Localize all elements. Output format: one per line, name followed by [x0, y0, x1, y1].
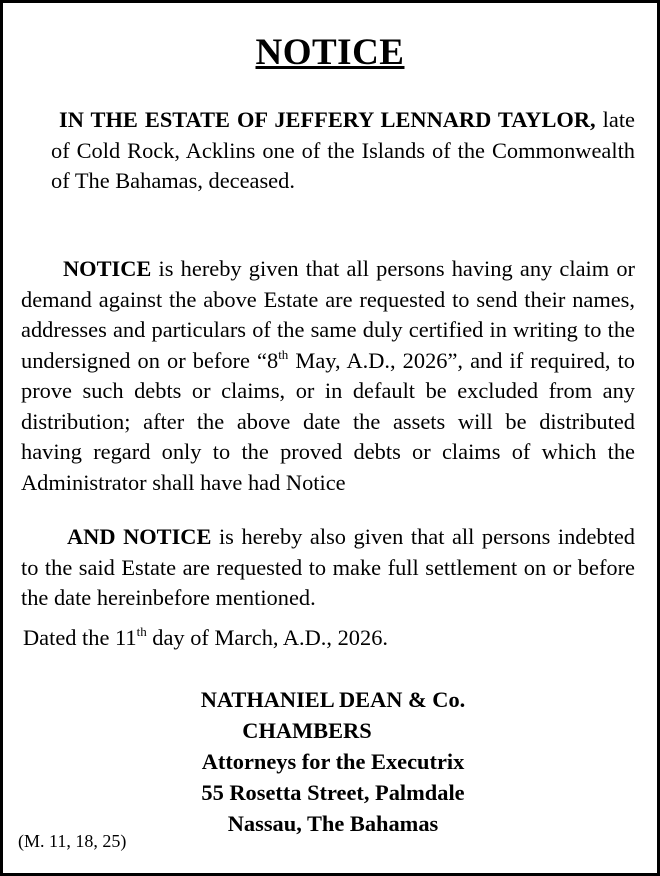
claims-lead: NOTICE	[63, 256, 152, 281]
notice-title: NOTICE	[255, 32, 405, 73]
dated-line	[23, 623, 388, 653]
claims-text-a: is hereby given that all persons having any claim or demand against the above Estate are requested to send their names, addresses and particulars of the same duly certified in writing to the undersigned on or before “8	[21, 256, 635, 373]
firm-city: Nassau, The Bahamas	[227, 811, 439, 836]
firm-chambers: CHAMBERS	[242, 718, 372, 743]
estate-name: IN THE ESTATE OF JEFFERY LENNARD TAYLOR,	[59, 107, 596, 132]
publication-dates: (M. 11, 18, 25)	[18, 831, 127, 851]
debtors-paragraph	[21, 522, 635, 614]
estate-details: late of Cold Rock, Acklins one of the Islands of the Commonwealth of The Bahamas, deceased.	[51, 107, 635, 193]
dated-text-b: day of March, A.D., 2026.	[146, 625, 388, 650]
claims-date-suffix: th	[278, 346, 289, 362]
claims-paragraph	[21, 254, 635, 498]
firm-role: Attorneys for the Executrix	[201, 749, 465, 774]
dated-text-a: Dated the 11	[23, 625, 137, 650]
signature-block	[133, 684, 533, 839]
firm-street: 55 Rosetta Street, Palmdale	[201, 780, 465, 805]
firm-name: NATHANIEL DEAN & Co.	[200, 687, 466, 712]
dated-suffix: th	[136, 624, 147, 639]
estate-paragraph	[51, 105, 635, 197]
debtors-text: is hereby also given that all persons indebted to the said Estate are requested to make full settlement on or before the date hereinbefore mentioned.	[21, 524, 635, 610]
claims-text-b: May, A.D., 2026”, and if required, to prove such debts or claims, or in default be excluded from any distribution; after the above date the assets will be distributed having regard only to the proved debts or claims of which the Administrator shall have had Notice	[21, 347, 635, 495]
debtors-lead: AND NOTICE	[67, 524, 212, 549]
